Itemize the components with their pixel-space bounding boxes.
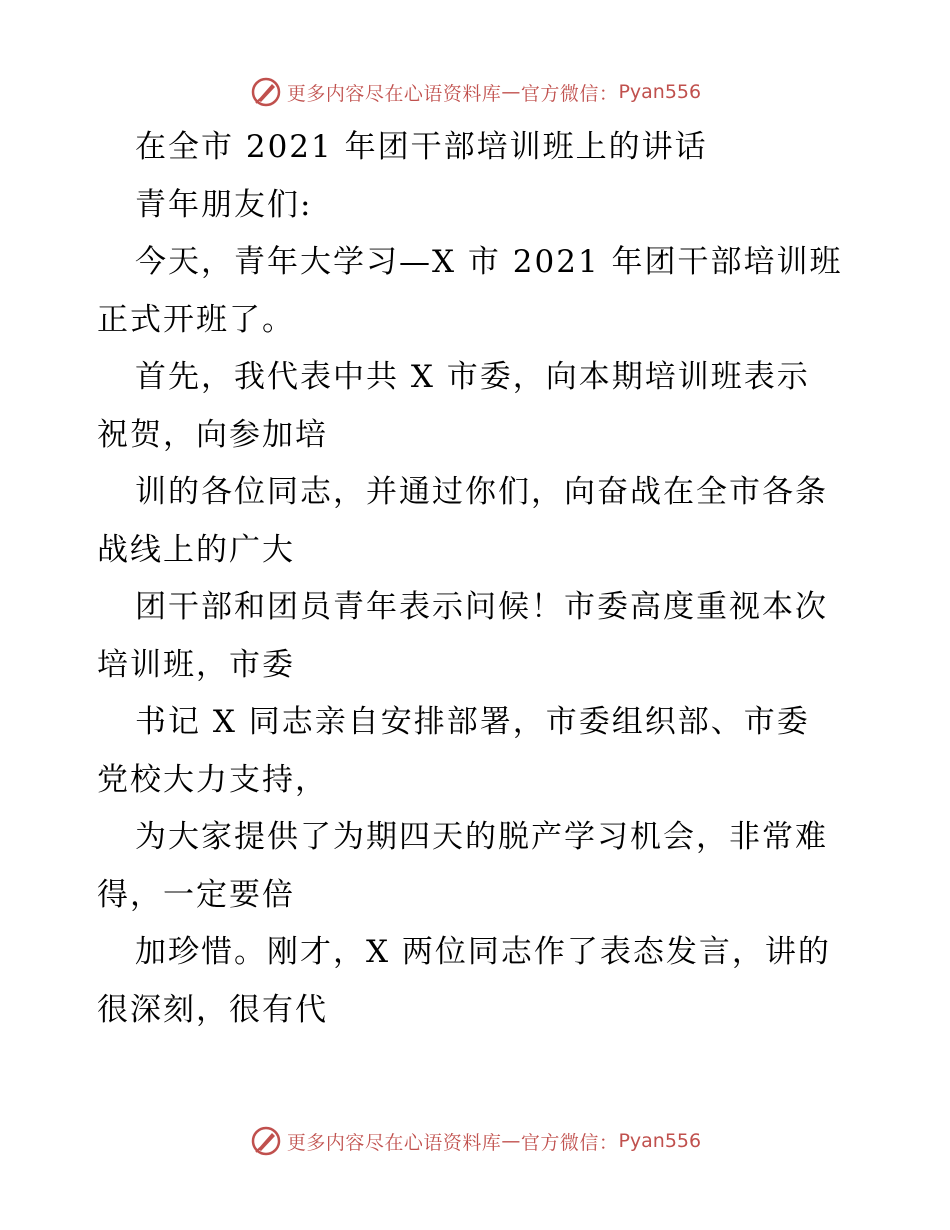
text-line: 祝贺，向参加培 — [97, 416, 328, 453]
text-line: 正式开班了。 — [97, 301, 295, 338]
watermark-text: 更多内容尽在心语资料库 — [286, 82, 502, 105]
text-line: 党校大力支持， — [97, 761, 328, 798]
watermark-wechat-id: Pyan556 — [618, 1130, 702, 1152]
salutation: 青年朋友们: — [135, 186, 313, 223]
feather-pen-logo-icon — [249, 1124, 283, 1158]
header-watermark — [0, 72, 950, 112]
text-line: 战线上的广大 — [97, 531, 295, 568]
document-body — [97, 119, 857, 1039]
text-line: 为大家提供了为期四天的脱产学习机会，非常难 — [135, 819, 828, 855]
text-line: 很深刻，很有代 — [97, 991, 328, 1028]
watermark-dash: — — [501, 81, 521, 103]
watermark-wechat-label: 官方微信： — [520, 1131, 619, 1154]
feather-pen-logo-icon — [249, 75, 283, 109]
text-line: 首先，我代表中共 X 市委，向本期培训班表示 — [135, 359, 810, 395]
watermark-dash: — — [501, 1130, 521, 1152]
footer-watermark — [0, 1121, 950, 1161]
speech-title: 在全市 2021 年团干部培训班上的讲话 — [135, 129, 708, 165]
text-line: 加珍惜。刚才，X 两位同志作了表态发言，讲的 — [135, 934, 831, 970]
watermark-wechat-label: 官方微信： — [520, 82, 619, 105]
text-line: 团干部和团员青年表示问候！市委高度重视本次 — [135, 589, 828, 625]
text-line: 得，一定要倍 — [97, 876, 295, 913]
text-line: 书记 X 同志亲自安排部署，市委组织部、市委 — [135, 704, 810, 740]
text-line: 培训班，市委 — [97, 646, 295, 683]
watermark-wechat-id: Pyan556 — [618, 81, 702, 103]
watermark-text: 更多内容尽在心语资料库 — [286, 1131, 502, 1154]
text-line: 训的各位同志，并通过你们，向奋战在全市各条 — [135, 474, 828, 510]
text-line: 今天，青年大学习—X 市 2021 年团干部培训班 — [135, 244, 843, 280]
